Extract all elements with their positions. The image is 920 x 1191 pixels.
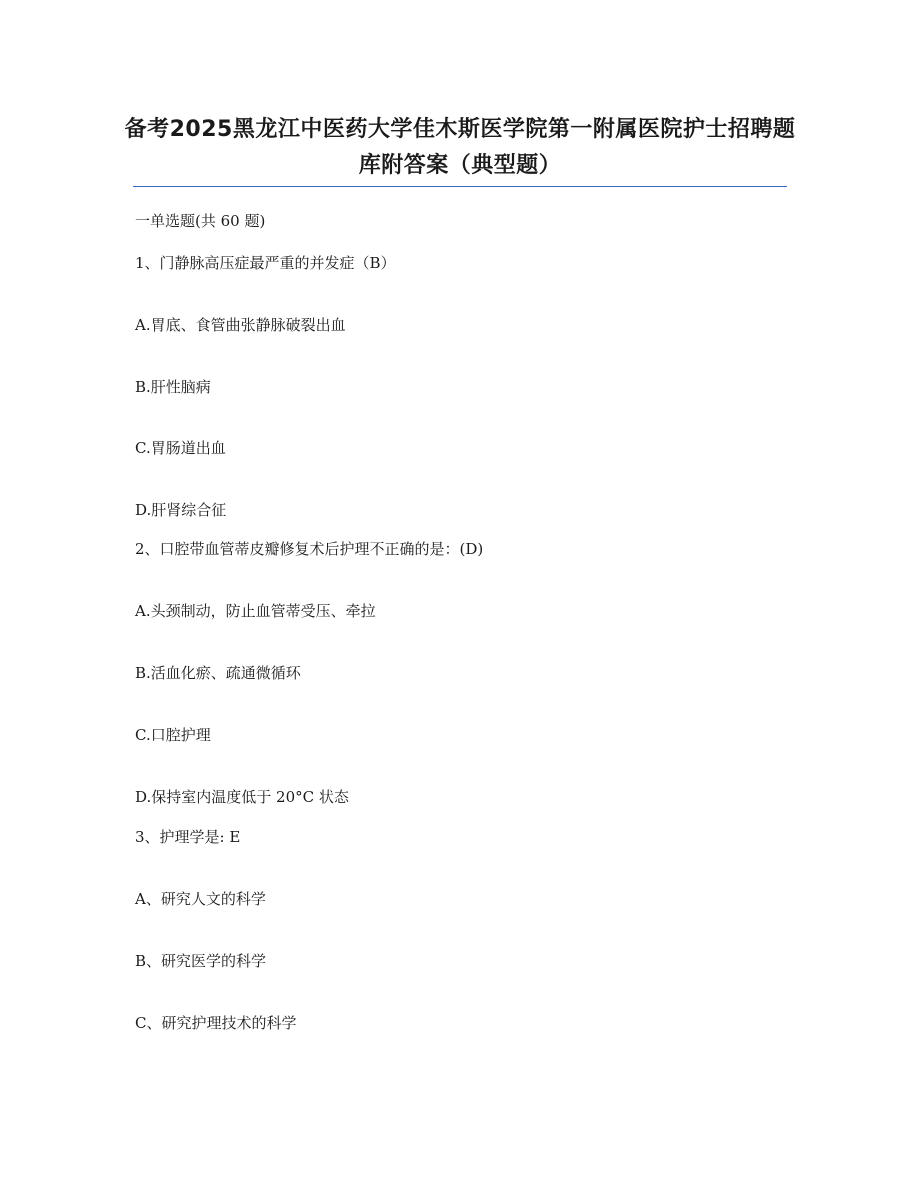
section-heading: 一单选题(共 60 题) [135, 212, 266, 230]
question-1-option-c: C.胃肠道出血 [135, 439, 226, 457]
question-1-option-d: D.肝肾综合征 [135, 501, 227, 519]
question-1-option-a: A.胃底、食管曲张静脉破裂出血 [135, 316, 346, 334]
title-divider [133, 186, 787, 187]
document-title: 备考2025黑龙江中医药大学佳木斯医学院第一附属医院护士招聘题库附答案（典型题） [124, 117, 796, 178]
question-2-option-d: D.保持室内温度低于 20°C 状态 [135, 788, 349, 806]
question-2-option-b: B.活血化瘀、疏通微循环 [135, 664, 301, 682]
question-2-option-c: C.口腔护理 [135, 726, 211, 744]
question-3-stem: 3、护理学是: E [135, 828, 241, 846]
question-2-stem: 2、口腔带血管蒂皮瓣修复术后护理不正确的是：(D) [135, 540, 484, 558]
question-3-option-b: B、研究医学的科学 [135, 952, 267, 970]
question-3-option-c: C、研究护理技术的科学 [135, 1014, 297, 1032]
question-3-option-a: A、研究人文的科学 [135, 890, 266, 908]
question-2-option-a: A.头颈制动，防止血管蒂受压、牵拉 [135, 602, 376, 620]
question-1-option-b: B.肝性脑病 [135, 378, 211, 396]
question-1-stem: 1、门静脉高压症最严重的并发症（B） [135, 254, 396, 272]
